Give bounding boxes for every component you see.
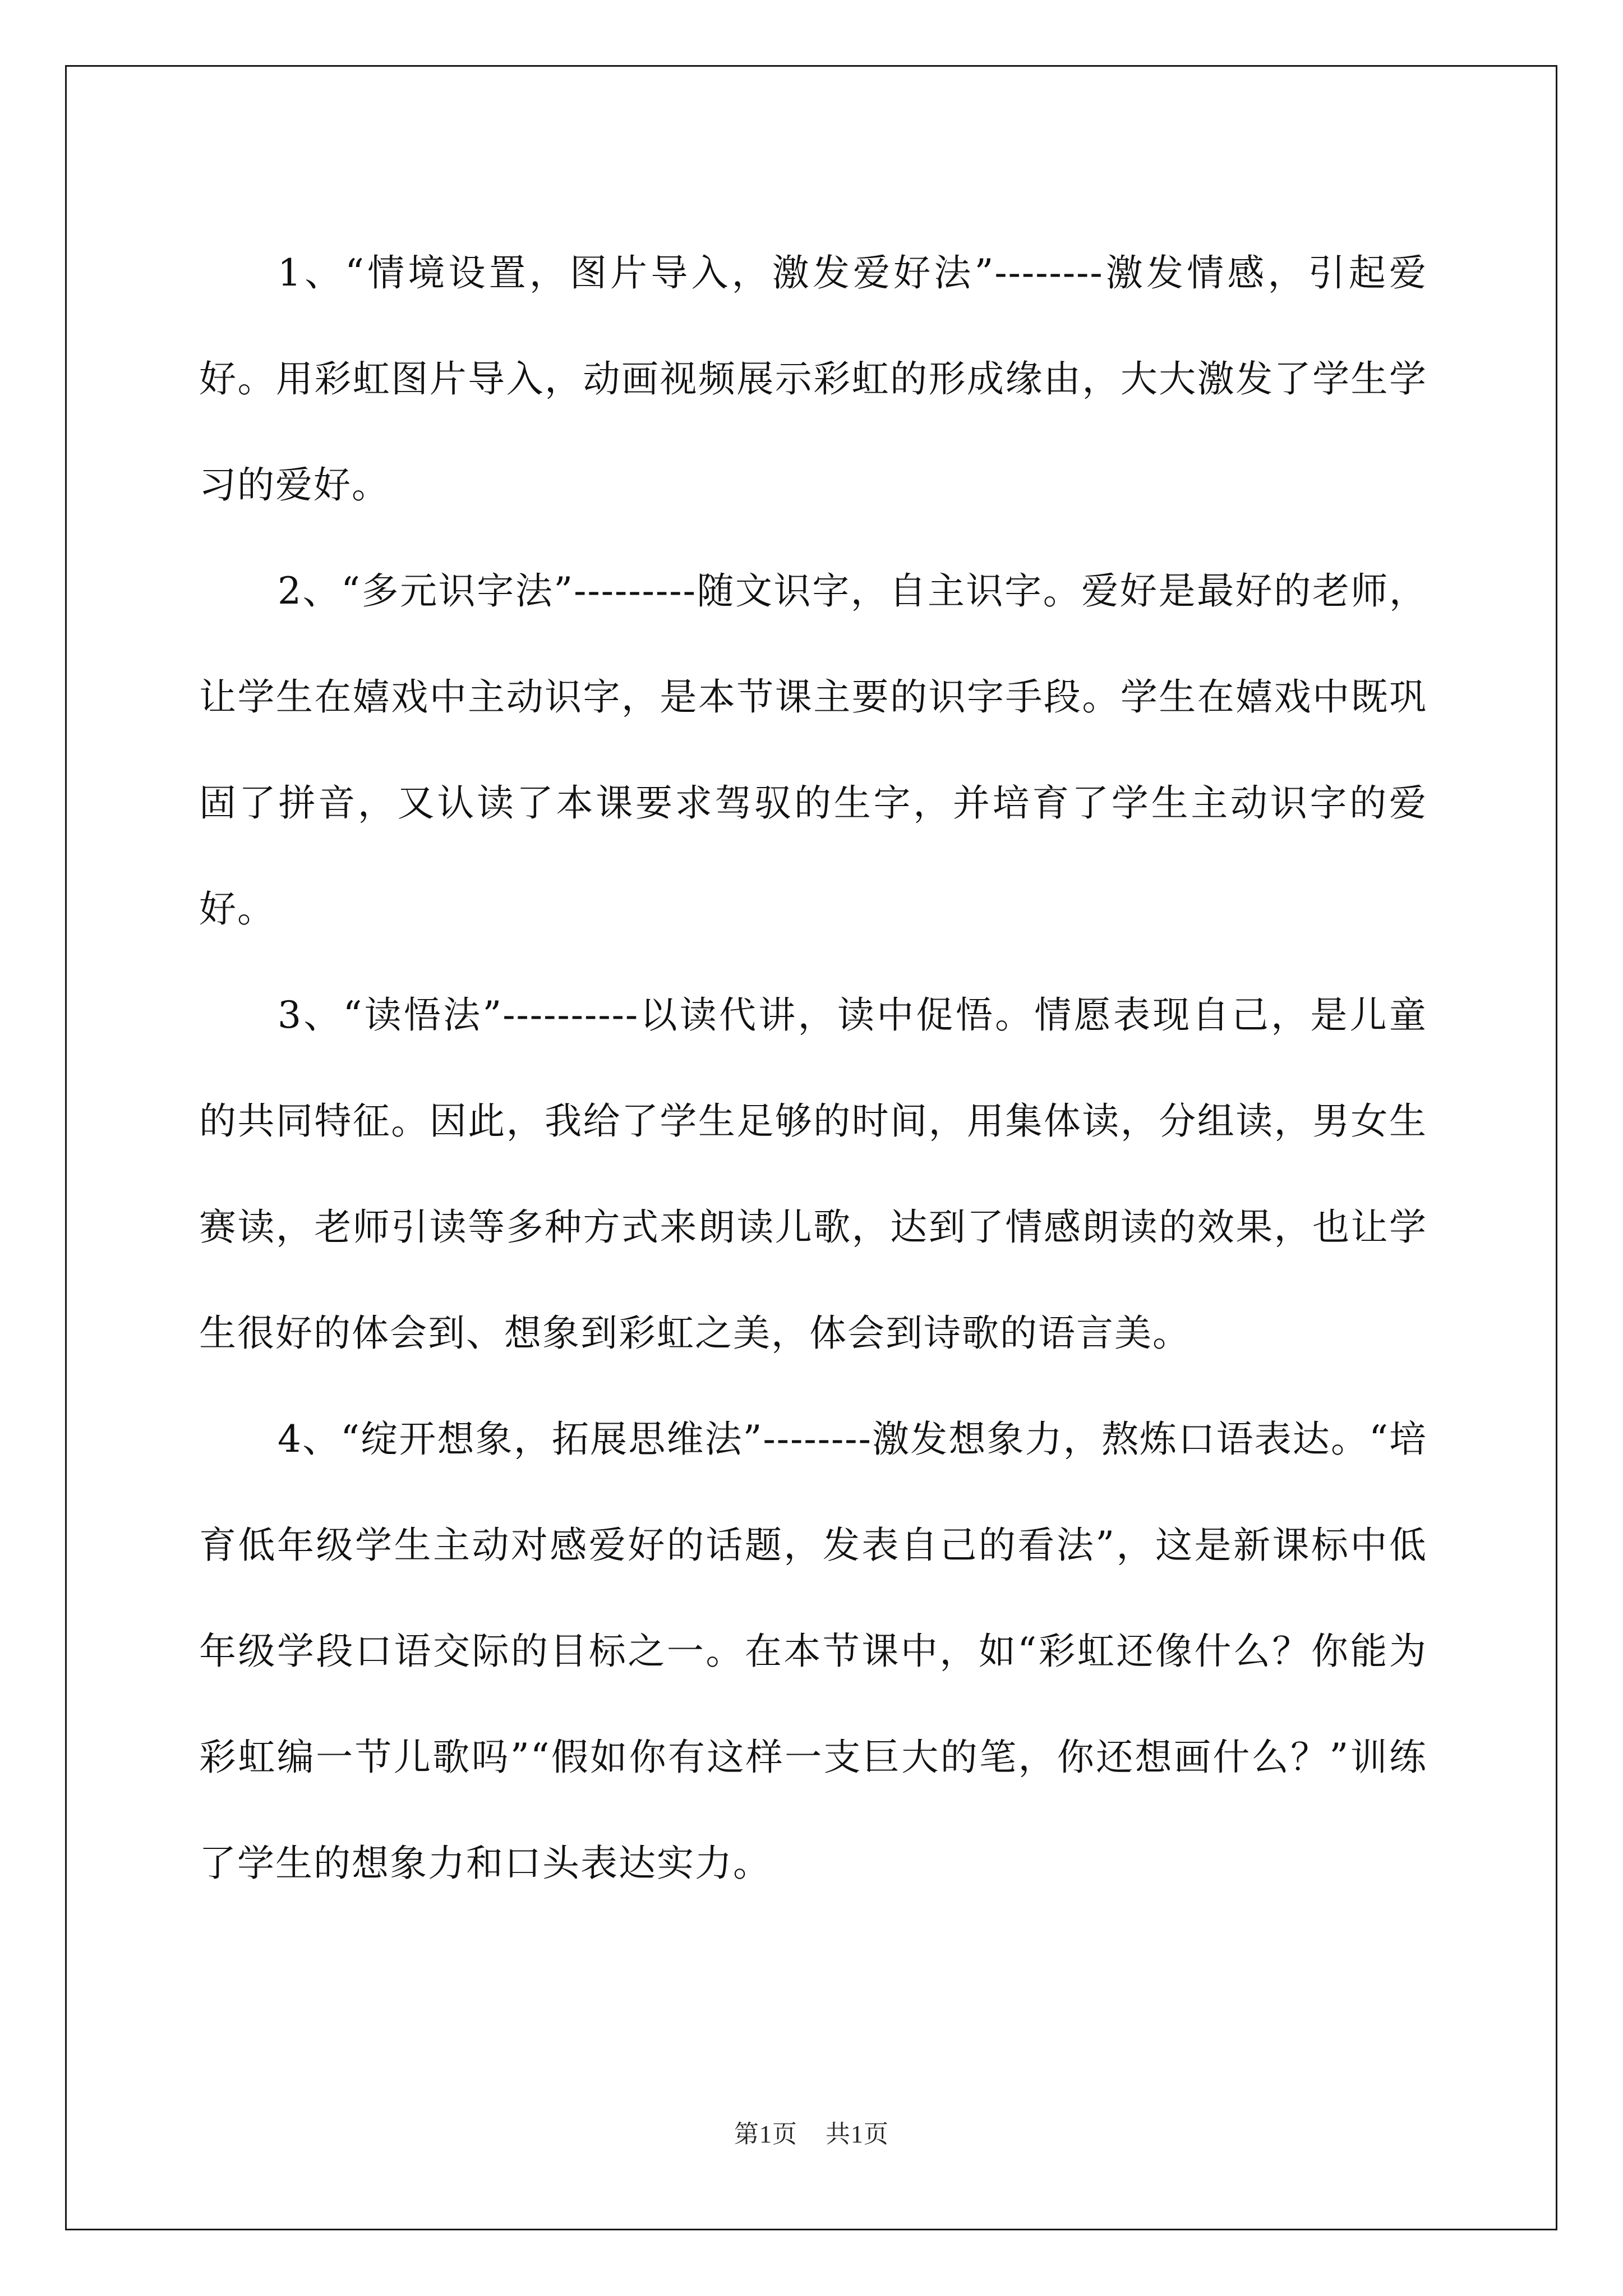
- page-footer: [0, 2114, 1623, 2150]
- paragraph-4: 4、“绽开想象，拓展思维法”--------激发想象力，熬炼口语表达。“培育低年级学生主动对感爱好的话题，发表自己的看法”，这是新课标中低年级学段口语交际的目标之一。在本节课中，如“彩虹还像什么？你能为彩虹编一节儿歌吗”“假如你有这样一支巨大的笔，你还想画什么？”训练了学生的想象力和口头表达实力。: [199, 1418, 1427, 1885]
- paragraph-1: 1、“情境设置，图片导入，激发爱好法”--------激发情感，引起爱好。用彩虹图片导入，动画视频展示彩虹的形成缘由，大大激发了学生学习的爱好。: [199, 251, 1427, 507]
- page-total: 共1页: [826, 2120, 889, 2148]
- paragraph-3: 3、“读悟法”----------以读代讲，读中促悟。情愿表现自己，是儿童的共同特征。因此，我给了学生足够的时间，用集体读，分组读，男女生赛读，老师引读等多种方式来朗读儿歌，达到了情感朗读的效果，也让学生很好的体会到、想象到彩虹之美，体会到诗歌的语言美。: [199, 993, 1427, 1355]
- page-number: 第1页: [734, 2120, 797, 2148]
- paragraph-2: 2、“多元识字法”---------随文识字，自主识字。爱好是最好的老师，让学生在嬉戏中主动识字，是本节课主要的识字手段。学生在嬉戏中既巩固了拼音，又认读了本课要求驾驭的生字，并培育了学生主动识字的爱好。: [199, 569, 1427, 931]
- document-body: [199, 220, 1427, 1916]
